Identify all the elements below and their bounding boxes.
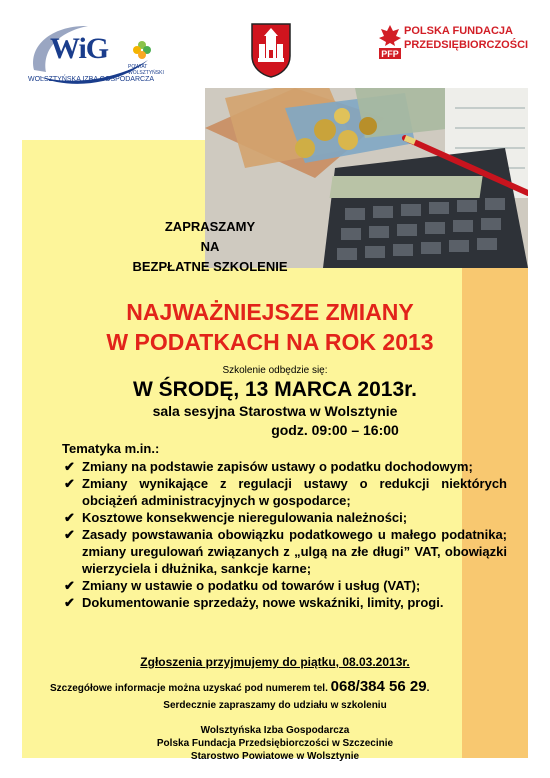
check-icon: ✔ bbox=[64, 595, 75, 610]
contact-info bbox=[50, 678, 429, 695]
invite-line-1: ZAPRASZAMY bbox=[164, 219, 256, 234]
pfp-logo bbox=[378, 24, 528, 64]
wig-powiat-label: POWIAT WOLSZTYŃSKI bbox=[128, 64, 164, 76]
pfp-line2: PRZEDSIĘBIORCZOŚCI bbox=[404, 39, 529, 51]
list-item: ✔ Kosztowe konsekwencje nieregulowania należności; bbox=[64, 510, 408, 525]
wig-subtitle: WOLSZTYŃSKA IZBA GOSPODARCZA bbox=[28, 76, 155, 83]
phone-suffix: . bbox=[426, 683, 430, 694]
list-item: ✔ Zmiany na podstawie zapisów ustawy o podatku dochodowym; bbox=[64, 459, 473, 474]
maple-leaf-icon bbox=[378, 24, 402, 60]
check-icon: ✔ bbox=[64, 527, 75, 542]
list-item: ✔ Dokumentowanie sprzedaży, nowe wskaźniki, limity, progi. bbox=[64, 595, 444, 610]
title-line-2: W PODATKACH NA ROK 2013 bbox=[106, 329, 434, 355]
check-icon: ✔ bbox=[64, 578, 75, 593]
registration-deadline: Zgłoszenia przyjmujemy do piątku, 08.03.2013r. bbox=[140, 655, 410, 669]
contact-text: Szczegółowe informacje można uzyskać pod numerem tel. bbox=[50, 683, 331, 694]
check-icon: ✔ bbox=[64, 510, 75, 525]
pfp-mark: PFP bbox=[381, 49, 399, 59]
title-line-1: NAJWAŻNIEJSZE ZMIANY bbox=[126, 299, 414, 325]
event-place: sala sesyjna Starostwa w Wolsztynie bbox=[152, 403, 398, 419]
organizer-1: Wolsztyńska Izba Gospodarcza bbox=[200, 725, 350, 736]
topics-list bbox=[52, 458, 507, 611]
welcome-text: Serdecznie zapraszamy do udziału w szkoleniu bbox=[163, 700, 387, 711]
event-intro: Szkolenie odbędzie się: bbox=[222, 365, 328, 376]
coat-of-arms-icon bbox=[250, 22, 292, 78]
topics-section bbox=[52, 440, 507, 611]
check-icon: ✔ bbox=[64, 476, 75, 491]
organizer-3: Starostwo Powiatowe w Wolsztynie bbox=[190, 751, 360, 762]
invite-line-2: NA bbox=[200, 239, 220, 254]
event-date: W ŚRODĘ, 13 MARCA 2013r. bbox=[133, 378, 417, 401]
invite-line-3: BEZPŁATNE SZKOLENIE bbox=[132, 259, 288, 274]
main-title bbox=[30, 297, 510, 357]
organizers bbox=[0, 724, 550, 763]
event-hours: godz. 09:00 – 16:00 bbox=[271, 422, 399, 438]
list-item: ✔ Zasady powstawania obowiązku podatkowego u małego podatnika; zmiany uregulowań związanych z „ulgą na złe długi” VAT, obowiązki wierzyciela i dłużnika, sankcje karne; bbox=[64, 527, 507, 576]
organizer-2: Polska Fundacja Przedsiębiorczości w Szczecinie bbox=[156, 738, 394, 749]
pfp-line1: POLSKA FUNDACJA bbox=[404, 25, 513, 37]
flower-icon bbox=[132, 40, 152, 60]
pfp-name bbox=[404, 24, 528, 52]
list-item: ✔ Zmiany wynikające z regulacji ustawy o redukcji niektórych obciążeń administracyjnych w gospodarce; bbox=[64, 476, 507, 508]
coat-of-arms bbox=[250, 22, 292, 78]
phone-number: 068/384 56 29 bbox=[330, 678, 427, 695]
list-item: ✔ Zmiany w ustawie o podatku od towarów i usług (VAT); bbox=[64, 578, 421, 593]
topics-heading: Tematyka m.in.: bbox=[62, 441, 160, 456]
check-icon: ✔ bbox=[64, 459, 75, 474]
wig-letters: WiG bbox=[50, 32, 109, 65]
invitation bbox=[80, 217, 340, 277]
wig-logo bbox=[28, 20, 176, 92]
